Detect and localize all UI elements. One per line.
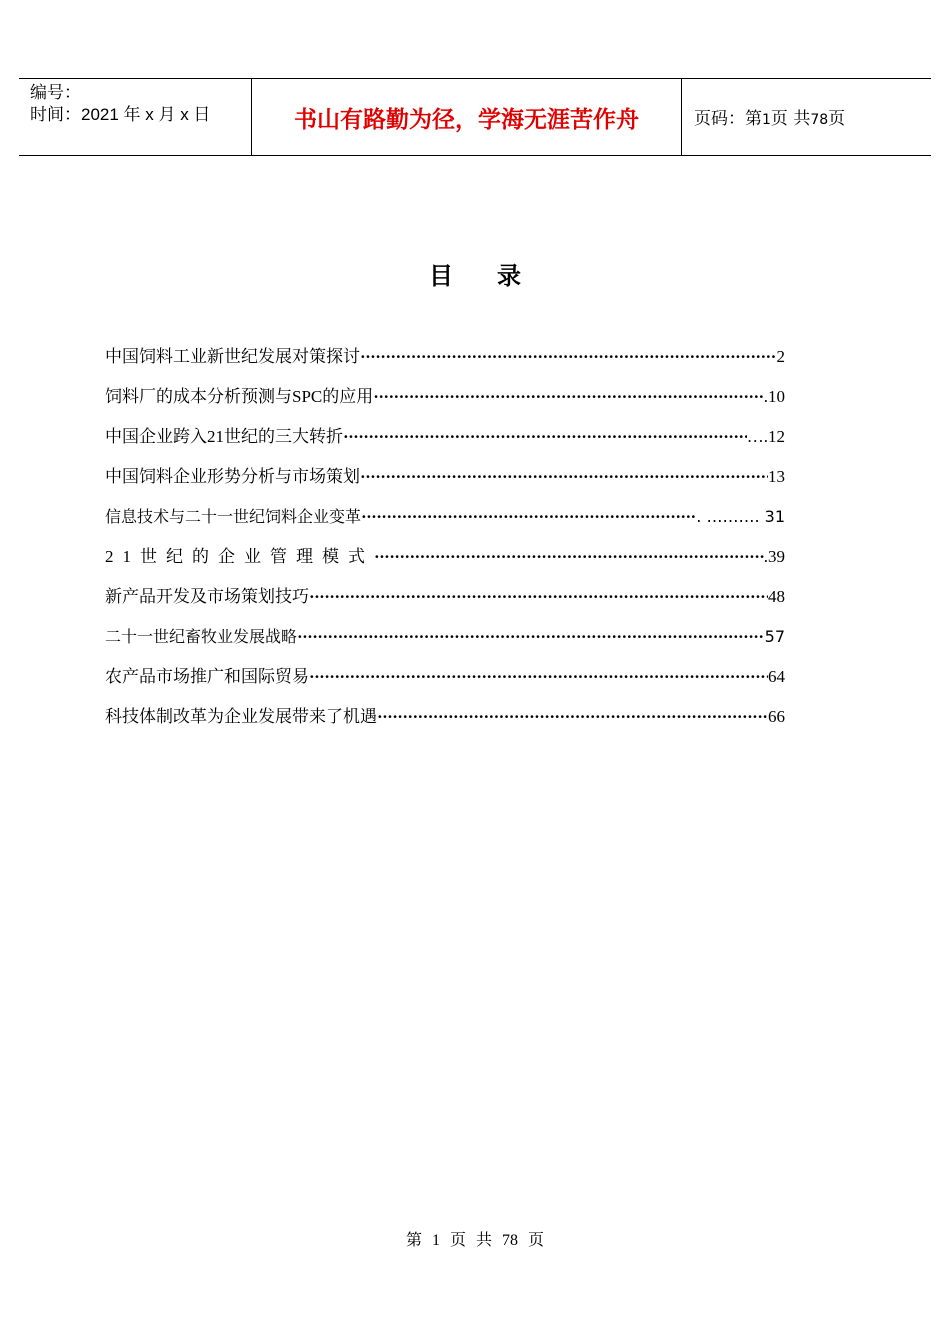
header-page-cell	[682, 79, 931, 155]
toc-entry[interactable]	[105, 505, 785, 545]
toc-entry-page: 48	[768, 587, 785, 606]
toc-entry-title: 新产品开发及市场策划技巧	[105, 587, 309, 606]
toc-leader-dots	[377, 705, 768, 729]
motto-text: 书山有路勤为径，学海无涯苦作舟	[294, 107, 639, 133]
toc-entry-title: 21世纪的企业管理模式	[105, 547, 374, 566]
toc-entry[interactable]	[105, 465, 785, 505]
toc-entry[interactable]	[105, 545, 785, 585]
toc-leader-dots	[309, 585, 768, 609]
toc-entry[interactable]	[105, 705, 785, 745]
page-mid: 页 共	[770, 109, 811, 129]
toc-entry-title: 二十一世纪畜牧业发展战略	[105, 627, 298, 646]
toc-entry[interactable]	[105, 425, 785, 465]
toc-entry[interactable]	[105, 385, 785, 425]
toc-leader-dots	[297, 625, 765, 649]
toc-leader-dots	[360, 465, 768, 489]
toc-entry-title: 科技体制改革为企业发展带来了机遇	[105, 707, 377, 726]
page-suffix: 页	[828, 109, 846, 129]
toc-entry-page: .10	[763, 387, 785, 406]
toc-leader-dots	[374, 545, 764, 569]
toc-entry-page: ….12	[746, 427, 785, 446]
toc-entry-page: 13	[768, 467, 785, 486]
toc-leader-dots	[360, 345, 777, 369]
toc-leader-dots	[373, 385, 764, 409]
toc-entry[interactable]	[105, 665, 785, 705]
toc-entry-page: .39	[763, 547, 785, 566]
toc-leader-dots	[309, 665, 768, 689]
page-footer: 第 1 页 共 78 页	[405, 1232, 544, 1249]
toc-entry[interactable]	[105, 345, 785, 385]
toc-entry-title: 农产品市场推广和国际贸易	[105, 667, 309, 686]
toc-entry-title: 中国企业跨入21世纪的三大转折	[105, 427, 343, 446]
toc-entry-title: 中国饲料工业新世纪发展对策探讨	[105, 347, 360, 366]
page-header	[19, 78, 931, 156]
toc-entry-page: . ………. 31	[696, 507, 785, 526]
toc-entry-page: 57	[764, 627, 785, 646]
header-meta-cell	[19, 79, 252, 155]
page-total: 78	[810, 112, 829, 128]
page-current: 1	[762, 112, 771, 128]
toc-title: 目录	[429, 262, 565, 290]
toc-leader-dots	[343, 425, 747, 449]
page-indicator	[694, 108, 845, 131]
page-prefix: 页码：第	[694, 109, 762, 129]
toc-entry-title: 中国饲料企业形势分析与市场策划	[105, 467, 360, 486]
toc-entry-title: 信息技术与二十一世纪饲料企业变革	[105, 507, 362, 526]
toc-entry-page: 66	[768, 707, 785, 726]
date-label: 时间：2021 年 x 月 x 日	[30, 105, 211, 124]
table-of-contents	[105, 345, 785, 745]
toc-leader-dots	[361, 505, 696, 529]
header-motto-cell	[252, 79, 682, 155]
toc-entry-page: 2	[776, 347, 785, 366]
serial-number-label: 编号：	[30, 83, 81, 102]
toc-entry-page: 64	[768, 667, 785, 686]
toc-entry[interactable]	[105, 625, 785, 665]
toc-entry-title: 饲料厂的成本分析预测与SPC的应用	[105, 387, 374, 406]
toc-entry[interactable]	[105, 585, 785, 625]
